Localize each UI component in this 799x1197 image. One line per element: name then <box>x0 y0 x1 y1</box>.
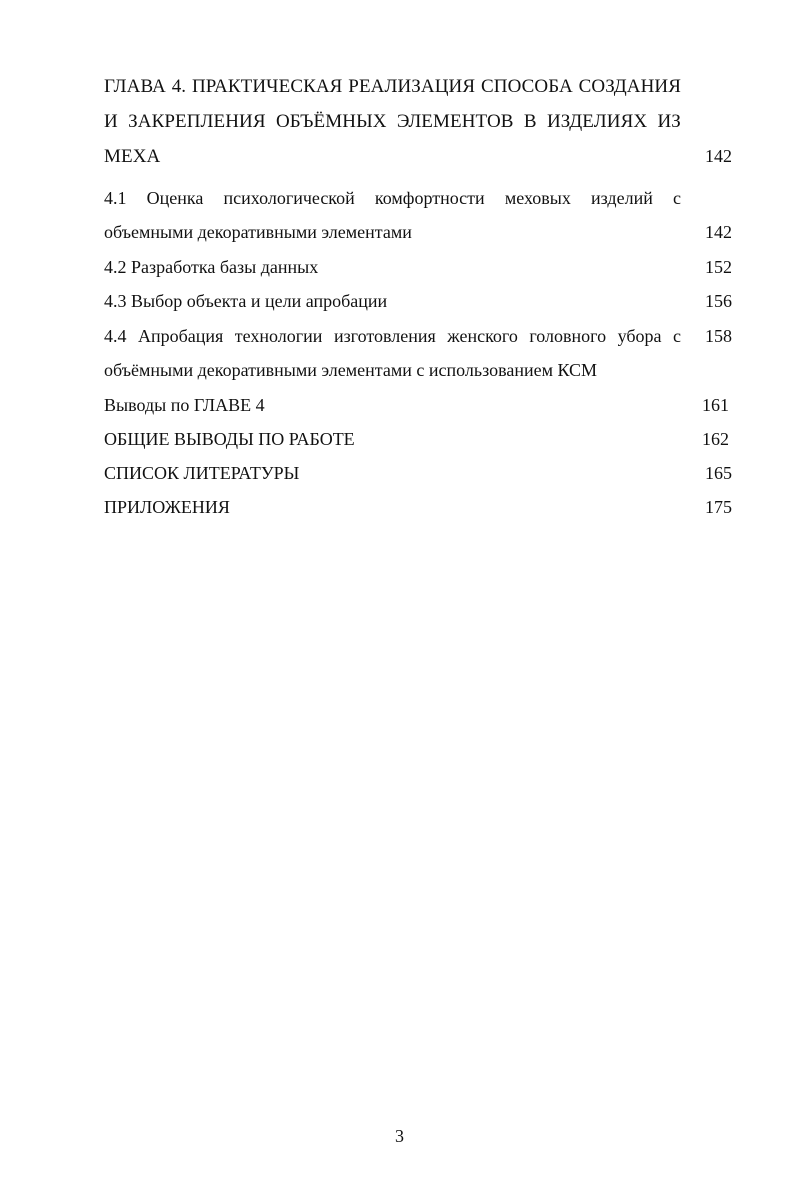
word: ЗАКРЕПЛЕНИЯ <box>128 111 266 132</box>
word: РЕАЛИЗАЦИЯ <box>348 76 476 97</box>
word: 4. <box>171 76 187 97</box>
word: Апробация <box>137 326 224 346</box>
toc-s43-title: 4.3 Выбор объекта и цели апробации <box>104 291 388 311</box>
toc-s44-page: 158 <box>705 326 732 346</box>
word: ОБЪЁМНЫХ <box>275 111 387 132</box>
word: ИЗ <box>657 111 681 132</box>
toc-s41-line1 <box>104 188 681 209</box>
toc-s42-title: 4.2 Разработка базы данных <box>104 257 319 277</box>
word: СПОСОБА <box>480 76 573 97</box>
word: ГЛАВА <box>104 76 166 97</box>
word: изготовления <box>333 326 436 346</box>
toc-s44-line1 <box>104 326 681 347</box>
word: психологической <box>223 188 355 208</box>
word: технологии <box>234 326 323 346</box>
word: изделий <box>591 188 653 208</box>
toc-chapter4-line3: МЕХА <box>104 146 161 167</box>
toc-s43-page: 156 <box>705 291 732 311</box>
toc-s41-page: 142 <box>705 222 732 242</box>
toc-conclusions4-page: 161 <box>702 395 729 415</box>
toc-appendices-title: ПРИЛОЖЕНИЯ <box>104 497 230 517</box>
toc-appendices-page: 175 <box>705 497 732 517</box>
toc-chapter4-line2 <box>104 111 681 133</box>
page-number: 3 <box>395 1126 404 1146</box>
word: с <box>672 326 681 346</box>
word: ЭЛЕМЕНТОВ <box>396 111 514 132</box>
toc-conclusions4-title: Выводы по ГЛАВЕ 4 <box>104 395 265 415</box>
toc-s44-line2: объёмными декоративными элементами с использованием КСМ <box>104 360 598 380</box>
word: В <box>523 111 537 132</box>
word: Оценка <box>146 188 204 208</box>
word: с <box>672 188 681 208</box>
toc-general-page: 162 <box>702 429 729 449</box>
word: женского <box>447 326 518 346</box>
toc-chapter4-page: 142 <box>705 146 732 166</box>
toc-general-title: ОБЩИЕ ВЫВОДЫ ПО РАБОТЕ <box>104 429 355 449</box>
word: головного <box>529 326 607 346</box>
word: 4.1 <box>104 188 127 208</box>
toc-references-page: 165 <box>705 463 732 483</box>
word: убора <box>617 326 662 346</box>
toc-s42-page: 152 <box>705 257 732 277</box>
word: И <box>104 111 118 132</box>
toc-s41-line2: объемными декоративными элементами <box>104 222 412 242</box>
toc-references-title: СПИСОК ЛИТЕРАТУРЫ <box>104 463 300 483</box>
toc-chapter4-line1 <box>104 76 681 98</box>
word: комфортности <box>374 188 485 208</box>
word: ПРАКТИЧЕСКАЯ <box>191 76 343 97</box>
word: ИЗДЕЛИЯХ <box>546 111 648 132</box>
word: 4.4 <box>104 326 127 346</box>
word: СОЗДАНИЯ <box>578 76 681 97</box>
word: меховых <box>504 188 571 208</box>
